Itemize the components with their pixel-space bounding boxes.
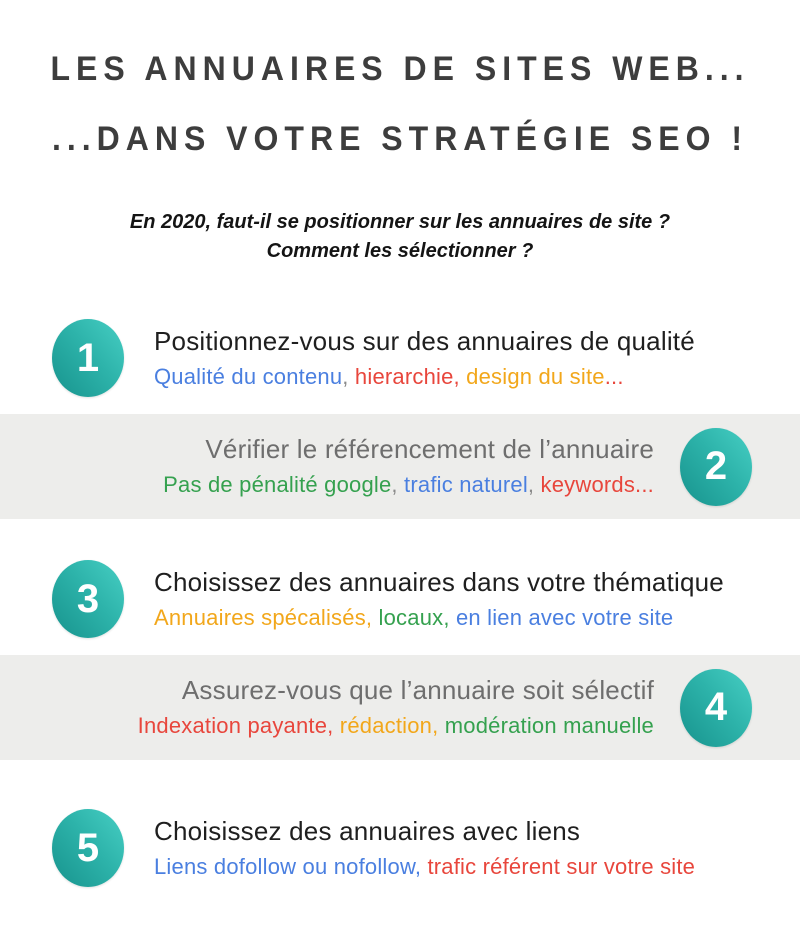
step-number-badge: 5 xyxy=(52,809,124,887)
step-number-badge: 4 xyxy=(680,669,752,747)
subtext-segment: en lien avec votre site xyxy=(455,604,674,630)
subtext-segment: design du site xyxy=(466,363,605,389)
step-subtext xyxy=(154,363,695,391)
subtext-segment: , xyxy=(327,713,340,739)
step-heading: Assurez-vous que l’annuaire soit sélectif xyxy=(181,675,654,706)
step-text-block xyxy=(154,567,724,632)
step-text-block xyxy=(163,434,654,499)
step-subtext xyxy=(138,712,654,740)
subtext-segment: Liens dofollow ou nofollow xyxy=(154,853,415,879)
subtext-segment: keywords... xyxy=(540,472,654,498)
subtext-segment: , xyxy=(527,472,541,498)
step-text-block xyxy=(154,816,695,881)
subtext-segment: Qualité du contenu xyxy=(154,363,343,389)
title-line-1: LES ANNUAIRES DE SITES WEB... xyxy=(50,48,750,88)
subtext-segment: modération manuelle xyxy=(444,713,654,739)
subtext-segment: trafic référent sur votre site xyxy=(427,853,696,879)
steps-list xyxy=(0,302,800,898)
subtext-segment: ... xyxy=(604,363,624,389)
step-number-badge: 2 xyxy=(680,428,752,506)
page-header xyxy=(0,0,800,158)
step-text-block xyxy=(154,326,695,391)
step-subtext xyxy=(154,853,695,881)
subtext-segment: , xyxy=(453,363,467,389)
subtext-segment: Pas de pénalité google xyxy=(163,472,392,498)
subtext-segment: Annuaires spécalisés xyxy=(154,604,366,630)
subtext-segment: hierarchie xyxy=(354,363,454,389)
subtext-segment: , xyxy=(365,604,379,630)
subtext-segment: locaux xyxy=(378,604,444,630)
intro-line-2: Comment les sélectionner ? xyxy=(266,240,534,262)
step-subtext xyxy=(154,604,724,632)
step-heading: Vérifier le référencement de l’annuaire xyxy=(205,434,654,465)
step-subtext xyxy=(163,471,654,499)
step-4 xyxy=(0,655,800,760)
step-text-block xyxy=(138,675,654,740)
step-heading: Choisissez des annuaires avec liens xyxy=(154,815,581,846)
intro-line-1: En 2020, faut-il se positionner sur les annuaires de site ? xyxy=(129,211,671,233)
subtext-segment: , xyxy=(414,853,428,879)
subtext-segment: , xyxy=(391,472,405,498)
step-5 xyxy=(0,798,800,898)
step-heading: Positionnez-vous sur des annuaires de qualité xyxy=(154,325,695,356)
step-3 xyxy=(0,549,800,649)
subtext-segment: Indexation payante xyxy=(137,713,328,739)
subtext-segment: rédaction xyxy=(339,713,433,739)
intro-question xyxy=(0,208,800,266)
step-number-badge: 3 xyxy=(52,560,124,638)
subtext-segment: trafic naturel xyxy=(404,472,528,498)
step-heading: Choisissez des annuaires dans votre thématique xyxy=(154,566,724,597)
subtext-segment: , xyxy=(443,604,456,630)
step-1 xyxy=(0,302,800,414)
subtext-segment: , xyxy=(432,713,445,739)
step-number-badge: 1 xyxy=(52,319,124,397)
subtext-segment: , xyxy=(342,363,355,389)
title-line-2: ...DANS VOTRE STRATÉGIE SEO ! xyxy=(51,118,749,158)
step-2 xyxy=(0,414,800,519)
